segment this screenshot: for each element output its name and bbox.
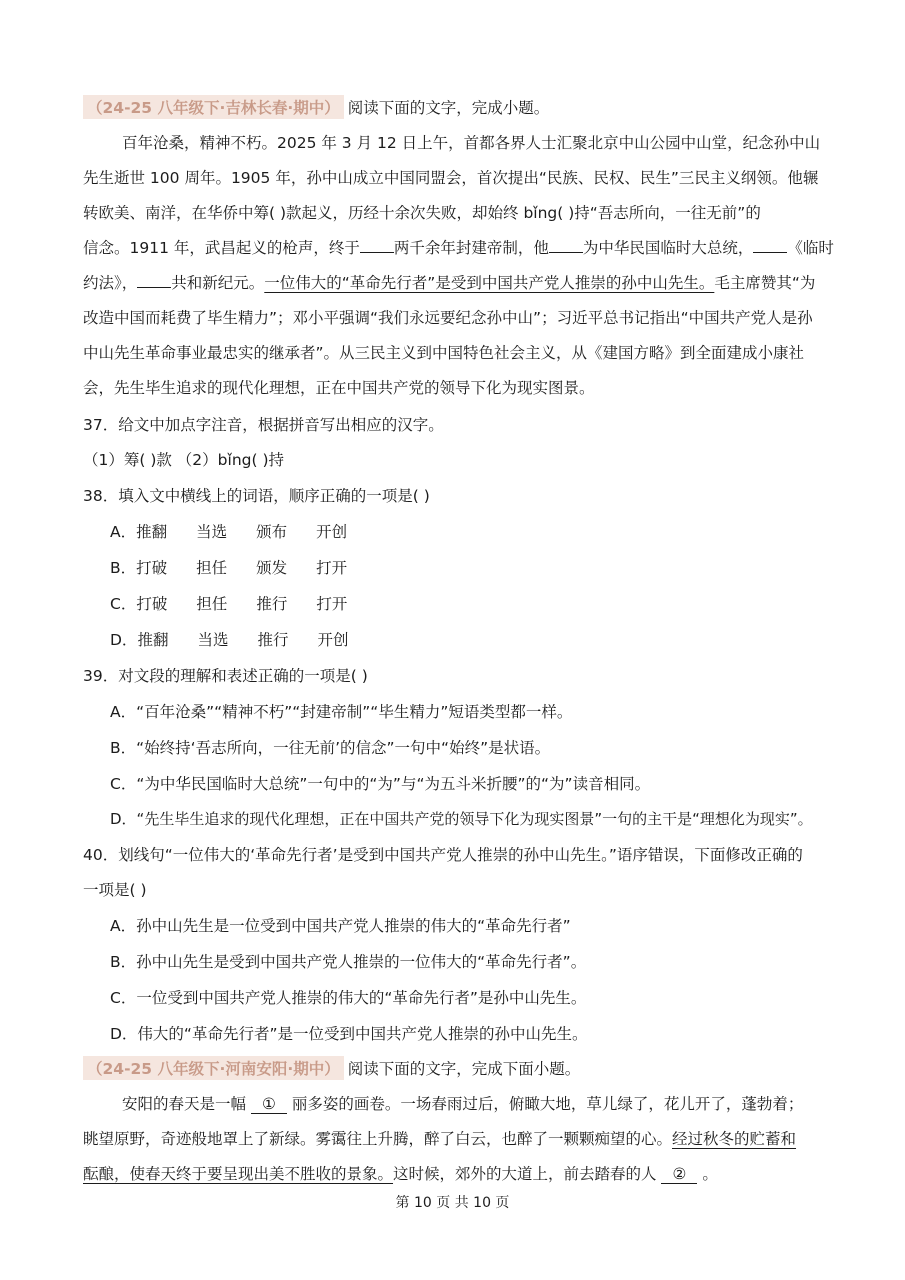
- question-37-answer-line: （1）筹( )款 （2）bǐng( )持: [83, 451, 285, 469]
- passage-line: 改造中国而耗费了毕生精力”；邓小平强调“我们永远要纪念孙中山”；习近平总书记指出“中国共产党人是孙: [83, 309, 813, 327]
- question-40-option-d: D．伟大的“革命先行者”是一位受到中国共产党人推崇的孙中山先生。: [110, 1025, 588, 1043]
- passage-line: [83, 236, 834, 258]
- blank-marker-2: ②: [661, 1165, 697, 1184]
- underlined-sentence: 经过秋冬的贮蓄和: [672, 1130, 797, 1148]
- passage-text: 两千余年封建帝制，他: [393, 239, 549, 257]
- passage-text: 约法》，: [83, 274, 138, 292]
- option-word: 打开: [316, 595, 348, 613]
- section-instruction: 阅读下面的文字，完成小题。: [347, 99, 550, 117]
- option-word: 推翻: [137, 631, 169, 649]
- passage-line: [83, 1162, 718, 1184]
- passage-text: 这时候，郊外的大道上，前去踏春的人: [393, 1165, 657, 1183]
- section-header-1: [83, 95, 549, 119]
- option-word: 颁发: [256, 559, 288, 577]
- option-word: 担任: [196, 559, 228, 577]
- section-header-2: [83, 1056, 580, 1080]
- question-39-stem: 39．对文段的理解和表述正确的一项是( ): [83, 667, 368, 685]
- fill-blank: [360, 238, 394, 253]
- question-40-option-a: A．孙中山先生是一位受到中国共产党人推崇的伟大的“革命先行者”: [110, 917, 571, 935]
- passage-text: 。: [702, 1165, 718, 1183]
- option-word: 打破: [136, 595, 168, 613]
- question-38-option-b: [110, 556, 376, 578]
- passage-text: 安阳的春天是一幅: [122, 1095, 247, 1113]
- option-letter: A．: [110, 523, 137, 541]
- question-39-option-c: C．“为中华民国临时大总统”一句中的“为”与“为五斗米折腰”的“为”读音相同。: [110, 775, 651, 793]
- passage-line: 中山先生革命事业最忠实的继承者”。从三民主义到中国特色社会主义，从《建国方略》到全面建成小康社: [83, 344, 805, 362]
- question-40-option-b: B．孙中山先生是受到中国共产党人推崇的一位伟大的“革命先行者”。: [110, 953, 587, 971]
- question-37-stem: 37．给文中加点字注音，根据拼音写出相应的汉字。: [83, 416, 444, 434]
- section-instruction: 阅读下面的文字，完成下面小题。: [347, 1060, 581, 1078]
- option-word: 担任: [196, 595, 228, 613]
- passage-text: 《临时: [787, 239, 834, 257]
- question-38-option-a: [110, 520, 376, 542]
- option-letter: D．: [110, 631, 138, 649]
- option-letter: B．: [110, 559, 137, 577]
- passage-text: 共和新纪元。: [171, 274, 265, 292]
- passage-line: [122, 1092, 803, 1114]
- blank-marker-1: ①: [251, 1095, 287, 1114]
- question-38-option-c: [110, 592, 376, 614]
- option-word: 当选: [197, 631, 229, 649]
- option-word: 推行: [257, 631, 289, 649]
- passage-text: 眺望原野，奇迹般地罩上了新绿。雾霭往上升腾，醉了白云，也醉了一颗颗痴望的心。: [83, 1130, 673, 1148]
- source-tag: （24-25 八年级下·吉林长春·期中）: [83, 95, 344, 119]
- question-38-option-d: [110, 628, 377, 650]
- option-word: 推行: [256, 595, 288, 613]
- question-39-option-d: D．“先生毕生追求的现代化理想，正在中国共产党的领导下化为现实图景”一句的主干是“理想化为现实”。: [110, 810, 813, 828]
- option-letter: C．: [110, 595, 137, 613]
- passage-line: 转欧美、南洋，在华侨中筹( )款起义，历经十余次失败，却始终 bǐng( )持“吾志所向，一往无前”的: [83, 204, 761, 222]
- passage-text: 为中华民国临时大总统，: [582, 239, 754, 257]
- fill-blank: [549, 238, 583, 253]
- passage-line: 先生逝世 100 周年。1905 年，孙中山成立中国同盟会，首次提出“民族、民权、民生”三民主义纲领。他辗: [83, 169, 819, 187]
- option-word: 打开: [316, 559, 348, 577]
- option-word: 打破: [136, 559, 168, 577]
- passage-text: 毛主席赞其“为: [714, 274, 816, 292]
- option-word: 开创: [316, 523, 348, 541]
- question-39-option-a: A．“百年沧桑”“精神不朽”“封建帝制”“毕生精力”短语类型都一样。: [110, 703, 573, 721]
- fill-blank: [753, 238, 787, 253]
- passage-line: 百年沧桑，精神不朽。2025 年 3 月 12 日上午，首都各界人士汇聚北京中山公园中山堂，纪念孙中山: [122, 134, 821, 152]
- option-word: 当选: [196, 523, 228, 541]
- option-word: 颁布: [256, 523, 288, 541]
- source-tag: （24-25 八年级下·河南安阳·期中）: [83, 1056, 344, 1080]
- question-40-stem-cont: 一项是( ): [83, 881, 147, 899]
- question-40-option-c: C．一位受到中国共产党人推崇的伟大的“革命先行者”是孙中山先生。: [110, 989, 587, 1007]
- fill-blank: [137, 273, 171, 288]
- question-40-stem: 40．划线句“一位伟大的‘革命先行者’是受到中国共产党人推崇的孙中山先生。”语序错误，下面修改正确的: [83, 846, 803, 864]
- passage-line: [83, 1127, 796, 1149]
- page-number: 第 10 页 共 10 页: [395, 1195, 510, 1211]
- underlined-sentence: 一位伟大的“革命先行者”是受到中国共产党人推崇的孙中山先生。: [264, 274, 715, 292]
- question-39-option-b: B．“始终持‘吾志所向，一往无前’的信念”一句中“始终”是状语。: [110, 739, 551, 757]
- option-word: 推翻: [136, 523, 168, 541]
- passage-line: 会，先生毕生追求的现代化理想，正在中国共产党的领导下化为现实图景。: [83, 379, 595, 397]
- question-38-stem: 38．填入文中横线上的词语，顺序正确的一项是( ): [83, 487, 430, 505]
- option-word: 开创: [317, 631, 349, 649]
- passage-text: 丽多姿的画卷。一场春雨过后，俯瞰大地，草儿绿了，花儿开了，蓬勃着；: [291, 1095, 804, 1113]
- passage-text: 信念。1911 年，武昌起义的枪声，终于: [83, 239, 360, 257]
- passage-line: [83, 271, 815, 293]
- underlined-sentence: 酝酿，使春天终于要呈现出美不胜收的景象。: [83, 1165, 394, 1183]
